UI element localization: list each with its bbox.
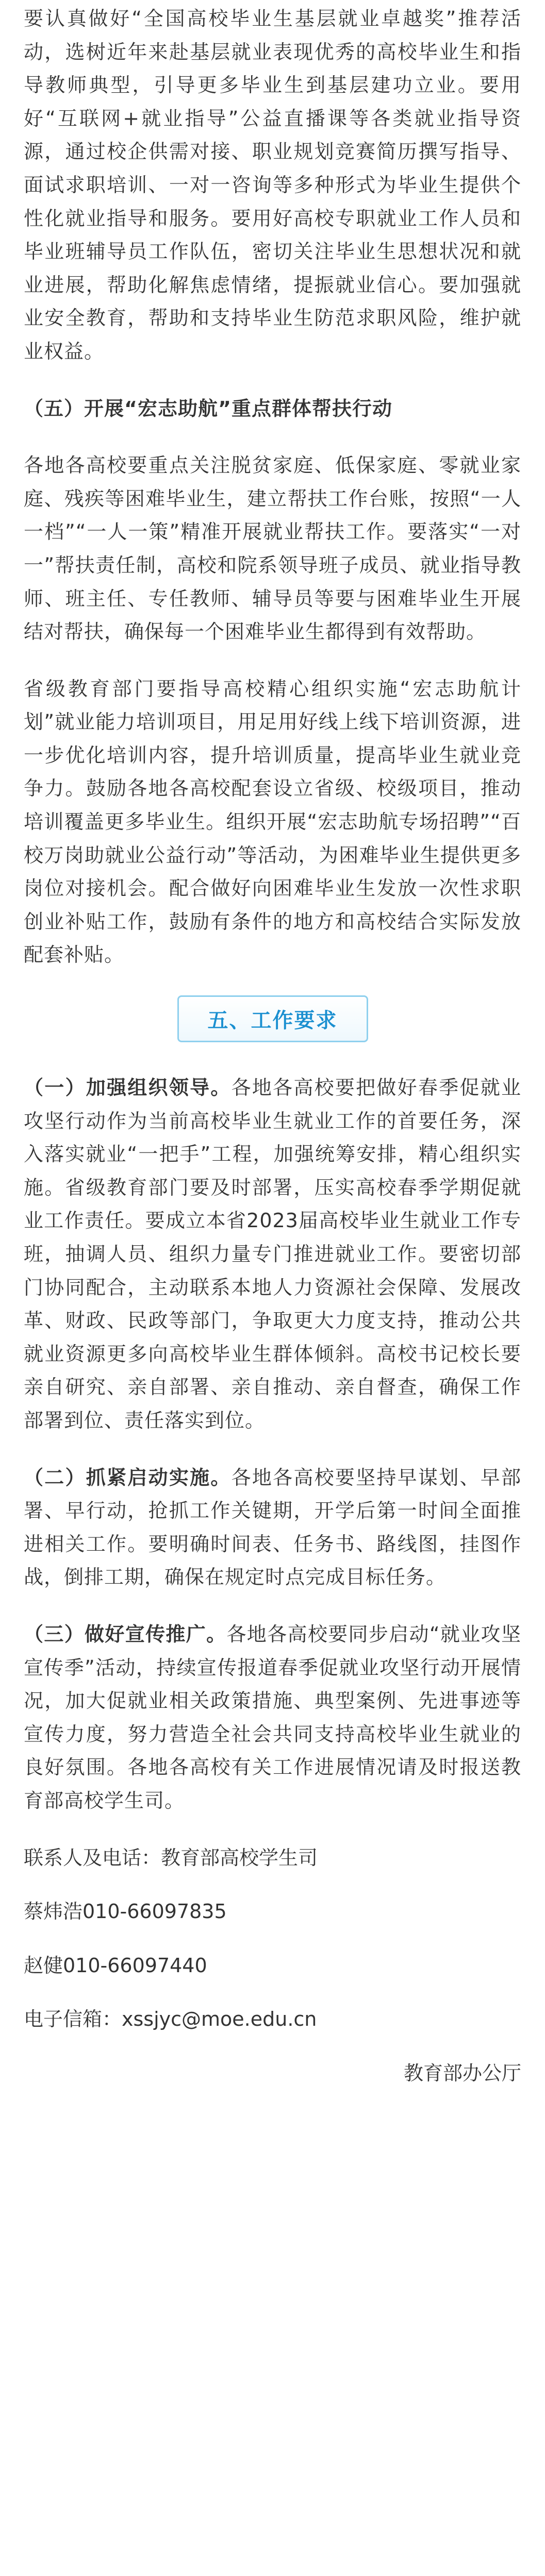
contact-person-zhao: 赵健010-66097440 — [24, 1954, 207, 1977]
paragraph-hongzhi-training: 省级教育部门要指导高校精心组织实施“宏志助航计划”就业能力培训项目，用足用好线上线下培训资源，进一步优化培训内容，提升培训质量，提高毕业生就业竞争力。鼓励各地各高校配套设立省级、校级项目，推动培训覆盖更多毕业生。组织开展“宏志助航专场招聘”“百校万岗助就业公益行动”等活动，为困难毕业生提供更多岗位对接机会。配合做好向困难毕业生发放一次性求职创业补贴工作，鼓励有条件的地方和高校结合实际发放配套补贴。 — [24, 677, 521, 967]
requirement-lead: （三）做好宣传推广。 — [24, 1622, 227, 1646]
requirement-lead: （二）抓紧启动实施。 — [24, 1466, 232, 1489]
signoff-issuer: 教育部办公厅 — [403, 2061, 521, 2084]
requirement-body: 各地各高校要把做好春季促就业攻坚行动作为当前高校毕业生就业工作的首要任务，深入落实就业“一把手”工程，加强统筹安排，精心组织实施。省级教育部门要及时部署，压实高校春季学期促就业工作责任。要成立本省2023届高校毕业生就业工作专班，抽调人员、组织力量专门推进就业工作。要密切部门协同配合，主动联系本地人力资源社会保障、发展改革、财政、民政等部门，争取更大力度支持，推动公共就业资源更多向高校毕业生群体倾斜。高校书记校长要亲自研究、亲自部署、亲自推动、亲自督查，确保工作部署到位、责任落实到位。 — [24, 1076, 521, 1432]
requirement-launch — [24, 1461, 521, 1594]
paragraph-employment-guidance: 要认真做好“全国高校毕业生基层就业卓越奖”推荐活动，选树近年来赴基层就业表现优秀的高校毕业生和指导教师典型，引导更多毕业生到基层建功立业。要用好“互联网+就业指导”公益直播课等各类就业指导资源，通过校企供需对接、职业规划竞赛简历撰写指导、面试求职培训、一对一咨询等多种形式为毕业生提供个性化就业指导和服务。要用好高校专职就业工作人员和毕业班辅导员工作队伍，密切关注毕业生思想状况和就业进展，帮助化解焦虑情绪，提振就业信心。要加强就业安全教育，帮助和支持毕业生防范求职风险，维护就业权益。 — [24, 7, 521, 363]
paragraph-difficulty-support: 各地各高校要重点关注脱贫家庭、低保家庭、零就业家庭、残疾等困难毕业生，建立帮扶工作台账，按照“一人一档”“一人一策”精准开展就业帮扶工作。要落实“一对一”帮扶责任制，高校和院系领导班子成员、就业指导教师、班主任、专任教师、辅导员等要与困难毕业生开展结对帮扶，确保每一个困难毕业生都得到有效帮助。 — [24, 454, 521, 643]
section-title-badge: 五、工作要求 — [177, 995, 368, 1042]
section-title-wrapper — [24, 995, 521, 1042]
requirement-organization — [24, 1071, 521, 1437]
requirement-publicity — [24, 1618, 521, 1818]
contact-email: 电子信箱：xssjyc@moe.edu.cn — [24, 2008, 317, 2031]
requirement-lead: （一）加强组织领导。 — [24, 1076, 232, 1099]
section-heading-hongzhi: （五）开展“宏志助航”重点群体帮扶行动 — [24, 397, 392, 420]
requirement-body: 各地各高校要坚持早谋划、早部署、早行动，抢抓工作关键期，开学后第一时间全面推进相关工作。要明确时间表、任务书、路线图，挂图作战，倒排工期，确保在规定时点完成目标任务。 — [24, 1466, 521, 1589]
contact-person-cai: 蔡炜浩010-66097835 — [24, 1900, 227, 1923]
requirement-body: 各地各高校要同步启动“就业攻坚宣传季”活动，持续宣传报道春季促就业攻坚行动开展情况，加大促就业相关政策措施、典型案例、先进事迹等宣传力度，努力营造全社会共同支持高校毕业生就业的良好氛围。各地各高校有关工作进展情况请及时报送教育部高校学生司。 — [24, 1622, 521, 1812]
contact-intro: 联系人及电话：教育部高校学生司 — [24, 1846, 318, 1869]
